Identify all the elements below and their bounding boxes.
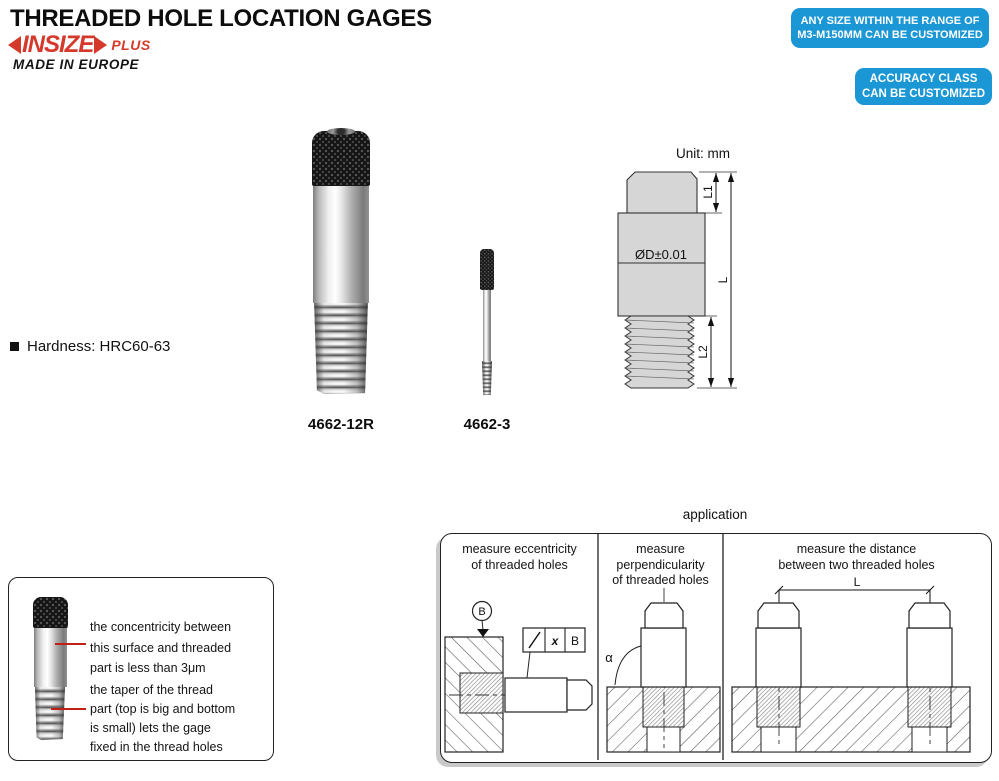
frame-leader (527, 652, 530, 678)
angle-arc (615, 646, 641, 685)
dim-label-l2: L2 (696, 345, 710, 359)
schematic-body (618, 213, 705, 316)
gage-shaft (505, 678, 567, 712)
cap-top-face (327, 128, 355, 135)
brand-name: INSIZE (22, 31, 94, 58)
product-photo-small (463, 249, 511, 439)
threaded-hole-right (908, 687, 951, 727)
threaded-hole (460, 673, 503, 713)
panel2-drawing (605, 588, 720, 752)
gage-body-left (756, 628, 801, 687)
detail-knurled-cap (33, 597, 68, 628)
dim-label-l: L (716, 276, 730, 284)
diameter-label: ØD±0.01 (635, 247, 687, 262)
panel1-drawing (445, 602, 592, 753)
concentricity-note: the concentricity between this surface and threaded part is less than 3μm (90, 620, 232, 675)
gage-body (641, 628, 686, 687)
page-title: THREADED HOLE LOCATION GAGES (10, 5, 432, 32)
knurled-cap-small (480, 249, 494, 290)
brand-suffix: PLUS (111, 37, 151, 53)
unit-label: Unit: mm (676, 146, 730, 161)
concentricity-callout-line (55, 643, 86, 645)
hardness-text: Hardness: HRC60-63 (27, 338, 171, 355)
schematic-cap (627, 172, 697, 213)
datum-triangle-icon (477, 629, 489, 637)
dimension-schematic (600, 158, 750, 398)
gage-cap-right (909, 603, 950, 628)
brand-tagline: MADE IN EUROPE (13, 57, 140, 72)
panel3-drawing (732, 575, 970, 752)
gage-end-cap (567, 680, 592, 710)
detail-gage-threads (34, 687, 66, 740)
hole-clearance (647, 727, 680, 752)
logo-right-arrow-icon (94, 36, 107, 54)
badge-size-customized: ANY SIZE WITHIN THE RANGE OF M3-M150MM CAN BE CUSTOMIZED (791, 8, 989, 48)
datum-letter: B (478, 606, 486, 618)
gage-body (313, 186, 369, 303)
logo-left-arrow-icon (8, 36, 21, 54)
badge-accuracy-customized: ACCURACY CLASS CAN BE CUSTOMIZED (855, 68, 992, 105)
frame-value: x (551, 634, 559, 648)
gage-body-small (483, 290, 491, 361)
datum-leader (482, 621, 483, 631)
panel1-title: measure eccentricity of threaded holes (462, 542, 577, 572)
threaded-hole (643, 687, 684, 727)
product-photo-large (308, 128, 374, 438)
application-label: application (682, 507, 748, 522)
gage-threads-small (482, 361, 492, 395)
taper-note: the taper of the thread part (top is big and bottom is small) lets the gage fixed in the thread holes (90, 683, 236, 754)
dim-label-l1: L1 (701, 185, 715, 199)
brand-logo (8, 31, 151, 59)
hole-clearance-left (761, 727, 796, 752)
frame-datum: B (570, 634, 580, 648)
application-drawings (441, 534, 990, 760)
panel3-title: measure the distance between two threaded holes (778, 542, 935, 572)
hole-clearance-right (912, 727, 947, 752)
gage-body-right (907, 628, 952, 687)
angle-label: α (605, 650, 613, 665)
panel2-title: measure perpendicularity of threaded holes (612, 542, 709, 587)
gage-cap-left (758, 603, 799, 628)
knurled-cap (312, 131, 370, 186)
distance-label: L (853, 575, 861, 589)
gage-cap (645, 603, 683, 628)
hardness-spec (10, 338, 170, 355)
detail-gage-body (34, 628, 67, 687)
taper-callout-line (51, 708, 86, 710)
threaded-hole-left (757, 687, 800, 727)
model-label-large: 4662-12R (308, 416, 374, 433)
square-bullet-icon (10, 342, 19, 351)
model-label-small: 4662-3 (463, 416, 511, 433)
gage-threads (313, 303, 369, 394)
